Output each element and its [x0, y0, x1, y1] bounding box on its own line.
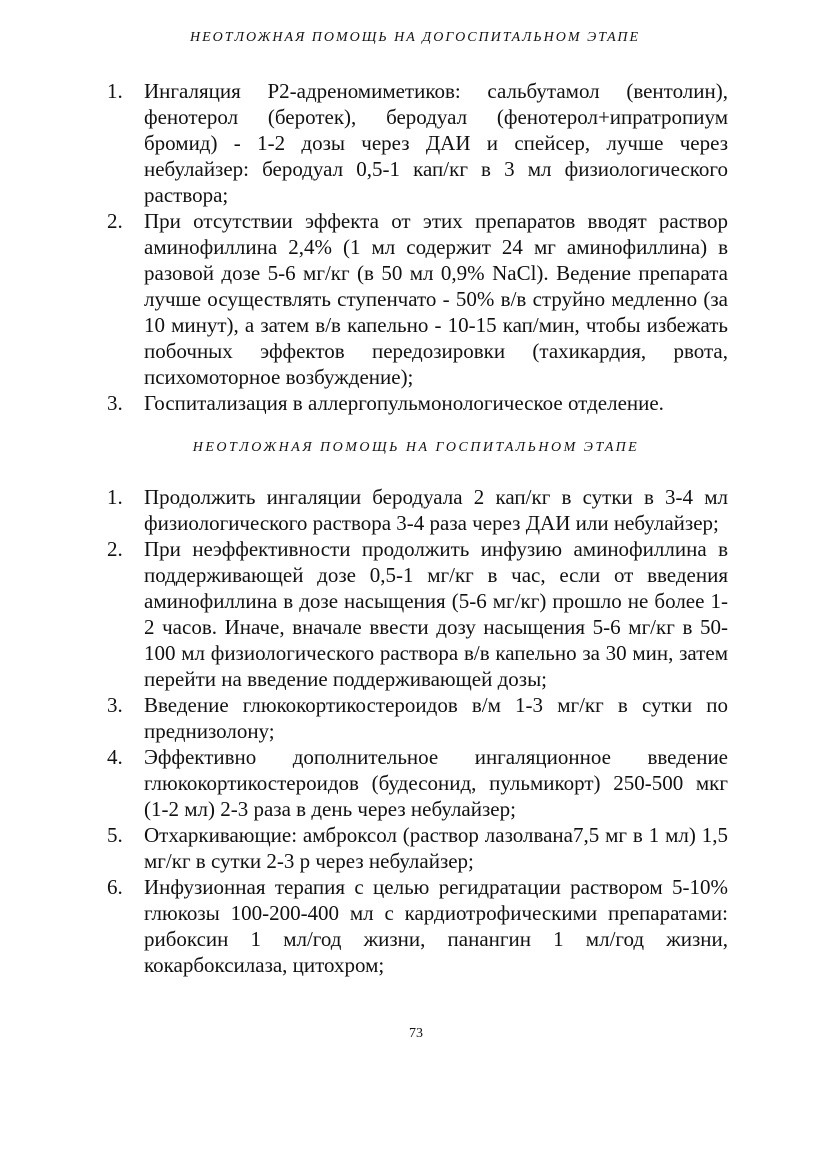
item-text: Отхаркивающие: амброксол (раствор лазолвана7,5 мг в 1 мл) 1,5 мг/кг в сутки 2-3 р через небулайзер; [144, 823, 728, 873]
list-item [0, 78, 832, 208]
item-text: Продолжить ингаляции беродуала 2 кап/кг в сутки в 3-4 мл физиологического раствора 3-4 раза через ДАИ или небулайзер; [144, 485, 728, 535]
item-text: Инфузионная терапия с целью регидратации раствором 5-10% глюкозы 100-200-400 мл с кардиотрофическими препаратами: рибоксин 1 мл/год жизни, панангин 1 мл/год жизни, кокарбоксилаза, цитохром; [144, 875, 728, 977]
page-number: 73 [409, 1026, 423, 1041]
hospital-list [0, 484, 832, 978]
item-text: Ингаляция Р2-адреномиметиков: сальбутамол (вентолин), фенотерол (беротек), беродуал (фенотерол+ипратропиум бромид) - 1-2 дозы через ДАИ и спейсер, лучше через небулайзер: беродуал 0,5-1 кап/кг в 3 мл физиологического раствора; [144, 79, 728, 207]
item-number: 3. [107, 391, 123, 415]
list-item [0, 874, 832, 978]
list-item [0, 208, 832, 390]
item-number: 1. [107, 79, 123, 103]
list-item [0, 536, 832, 692]
item-text: При неэффективности продолжить инфузию аминофиллина в поддерживающей дозе 0,5-1 мг/кг в час, если от введения аминофиллина в дозе насыщения (5-6 мг/кг) прошло не более 1-2 часов. Иначе, вначале ввести дозу насыщения 5-6 мг/кг в 50-100 мл физиологического раствора в/в капельно за 30 мин, затем перейти на введение поддерживающей дозы; [144, 537, 728, 691]
item-text: При отсутствии эффекта от этих препаратов вводят раствор аминофиллина 2,4% (1 мл содержит 24 мг аминофиллина) в разовой дозе 5-6 мг/кг (в 50 мл 0,9% NaCl). Ведение препарата лучше осуществлять ступенчато - 50% в/в струйно медленно (за 10 минут), а затем в/в капельно - 10-15 кап/мин, чтобы избежать побочных эффектов передозировки (тахикардия, рвота, психомоторное возбуждение); [144, 209, 728, 389]
list-item [0, 484, 832, 536]
section-heading: НЕОТЛОЖНАЯ ПОМОЩЬ НА ГОСПИТАЛЬНОМ ЭТАПЕ [192, 440, 640, 455]
item-text: Эффективно дополнительное ингаляционное введение глюкокортикостероидов (будесонид, пульмикорт) 250-500 мкг (1-2 мл) 2-3 раза в день через небулайзер; [144, 745, 728, 821]
list-item [0, 744, 832, 822]
item-number: 6. [107, 875, 123, 899]
item-text: Госпитализация в аллергопульмонологическое отделение. [144, 391, 664, 415]
item-number: 4. [107, 745, 123, 769]
item-number: 2. [107, 537, 123, 561]
item-number: 5. [107, 823, 123, 847]
item-number: 1. [107, 485, 123, 509]
running-header: НЕОТЛОЖНАЯ ПОМОЩЬ НА ДОГОСПИТАЛЬНОМ ЭТАПЕ [189, 30, 641, 45]
item-number: 3. [107, 693, 123, 717]
list-item [0, 822, 832, 874]
list-item [0, 390, 832, 416]
prehospital-list [0, 78, 832, 416]
list-item [0, 692, 832, 744]
item-number: 2. [107, 209, 123, 233]
item-text: Введение глюкокортикостероидов в/м 1-3 мг/кг в сутки по преднизолону; [144, 693, 728, 743]
